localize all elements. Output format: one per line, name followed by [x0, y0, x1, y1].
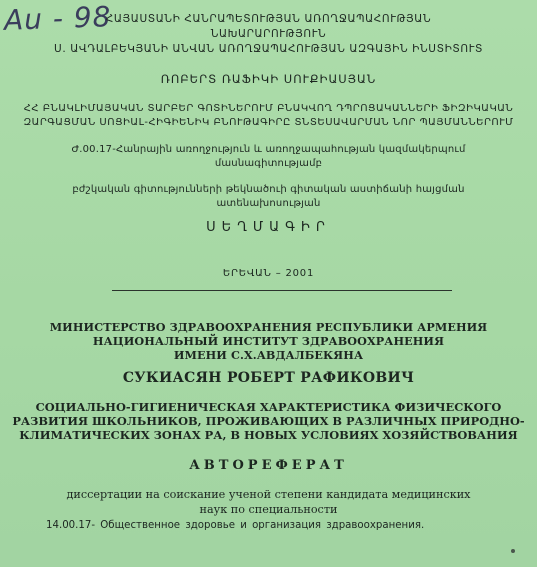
- armenian-author-name: ՌՈԲԵՐՏ ՌԱՖԻԿԻ ՍՈՒՔԻԱՍՅԱՆ: [160, 72, 377, 86]
- armenian-abstract-heading: ՍԵՂՄԱԳԻՐ: [206, 220, 331, 235]
- russian-title-line-2: РАЗВИТИЯ ШКОЛЬНИКОВ, ПРОЖИВАЮЩИХ В РАЗЛИЧНЫХ ПРИРОДНО-: [12, 414, 525, 428]
- russian-author-name: СУКИАСЯН РОБЕРТ РАФИКОВИЧ: [122, 370, 415, 386]
- armenian-institute-line: Ս. ԱՎԴԱԼԲԵԿՅԱՆԻ ԱՆՎԱՆ ԱՌՈՂՋԱՊԱՀՈՒԹՅԱՆ ԱԶԳԱՅԻՆ ԻՆՍՏԻՏՈՒՏ: [54, 43, 483, 55]
- russian-title-line-1: СОЦИАЛЬНО-ГИГИЕНИЧЕСКАЯ ХАРАКТЕРИСТИКА ФИЗИЧЕСКОГО: [35, 400, 502, 414]
- paper-speck: [511, 549, 515, 553]
- section-divider: [112, 290, 452, 291]
- russian-dissertation-line-1: диссертации на соискание ученой степени кандидата медицинских: [66, 488, 471, 501]
- armenian-degree-line-1: բժշկական գիտությունների թեկնածուի գիտական աստիճանի հայցման: [72, 184, 465, 195]
- armenian-ministry-line-2: ՆԱԽԱՐԱՐՈՒԹՅՈՒՆ: [210, 28, 327, 40]
- armenian-ministry-line-1: ՀԱՅԱՍՏԱՆԻ ՀԱՆՐԱՊԵՏՈՒԹՅԱՆ ԱՌՈՂՋԱՊԱՀՈՒԹՅԱՆ: [105, 13, 432, 25]
- russian-title-line-3: КЛИМАТИЧЕСКИХ ЗОНАХ РА, В НОВЫХ УСЛОВИЯХ ХОЗЯЙСТВОВАНИЯ: [19, 428, 518, 442]
- russian-abstract-heading: АВТОРЕФЕРАТ: [189, 458, 348, 473]
- russian-ministry-line-2: НАЦИОНАЛЬНЫЙ ИНСТИТУТ ЗДРАВООХРАНЕНИЯ: [92, 334, 445, 348]
- armenian-city-year: ԵՐԵՎԱՆ – 2001: [222, 268, 315, 279]
- armenian-specialty-line-2: մասնագիտությամբ: [214, 158, 323, 169]
- russian-specialty-line: 14.00.17- Общественное здоровье и организация здравоохранения.: [46, 520, 425, 531]
- handwritten-catalog-code: Au - 98: [3, 0, 112, 37]
- armenian-degree-line-2: ատենախոսության: [216, 198, 321, 209]
- armenian-title-line-1: ՀՀ ԲՆԱԿԼԻՄԱՅԱԿԱՆ ՏԱՐԲԵՐ ԳՈՏԻՆԵՐՈՒՄ ԲՆԱԿՎՈՂ ԴՊՐՈՑԱԿԱՆՆԵՐԻ ՖԻԶԻԿԱԿԱՆ: [23, 103, 514, 114]
- russian-ministry-line-1: МИНИСТЕРСТВО ЗДРАВООХРАНЕНИЯ РЕСПУБЛИКИ АРМЕНИЯ: [49, 320, 488, 334]
- russian-ministry-line-3: ИМЕНИ С.Х.АВДАЛБЕКЯНА: [173, 348, 364, 362]
- armenian-specialty-line-1: Ժ.00.17-Հանրային առողջություն և առողջապահության կազմակերպում: [71, 144, 466, 155]
- armenian-title-line-2: ԶԱՐԳԱՑՄԱՆ ՍՈՑԻԱԼ-ՀԻԳԻԵՆԻԿ ԲՆՈՒԹԱԳԻՐԸ ՏՆՏԵՍԱՎԱՐՄԱՆ ՆՈՐ ՊԱՅՄԱՆՆԵՐՈՒՄ: [23, 117, 514, 128]
- russian-dissertation-line-2: наук по специальности: [199, 503, 338, 516]
